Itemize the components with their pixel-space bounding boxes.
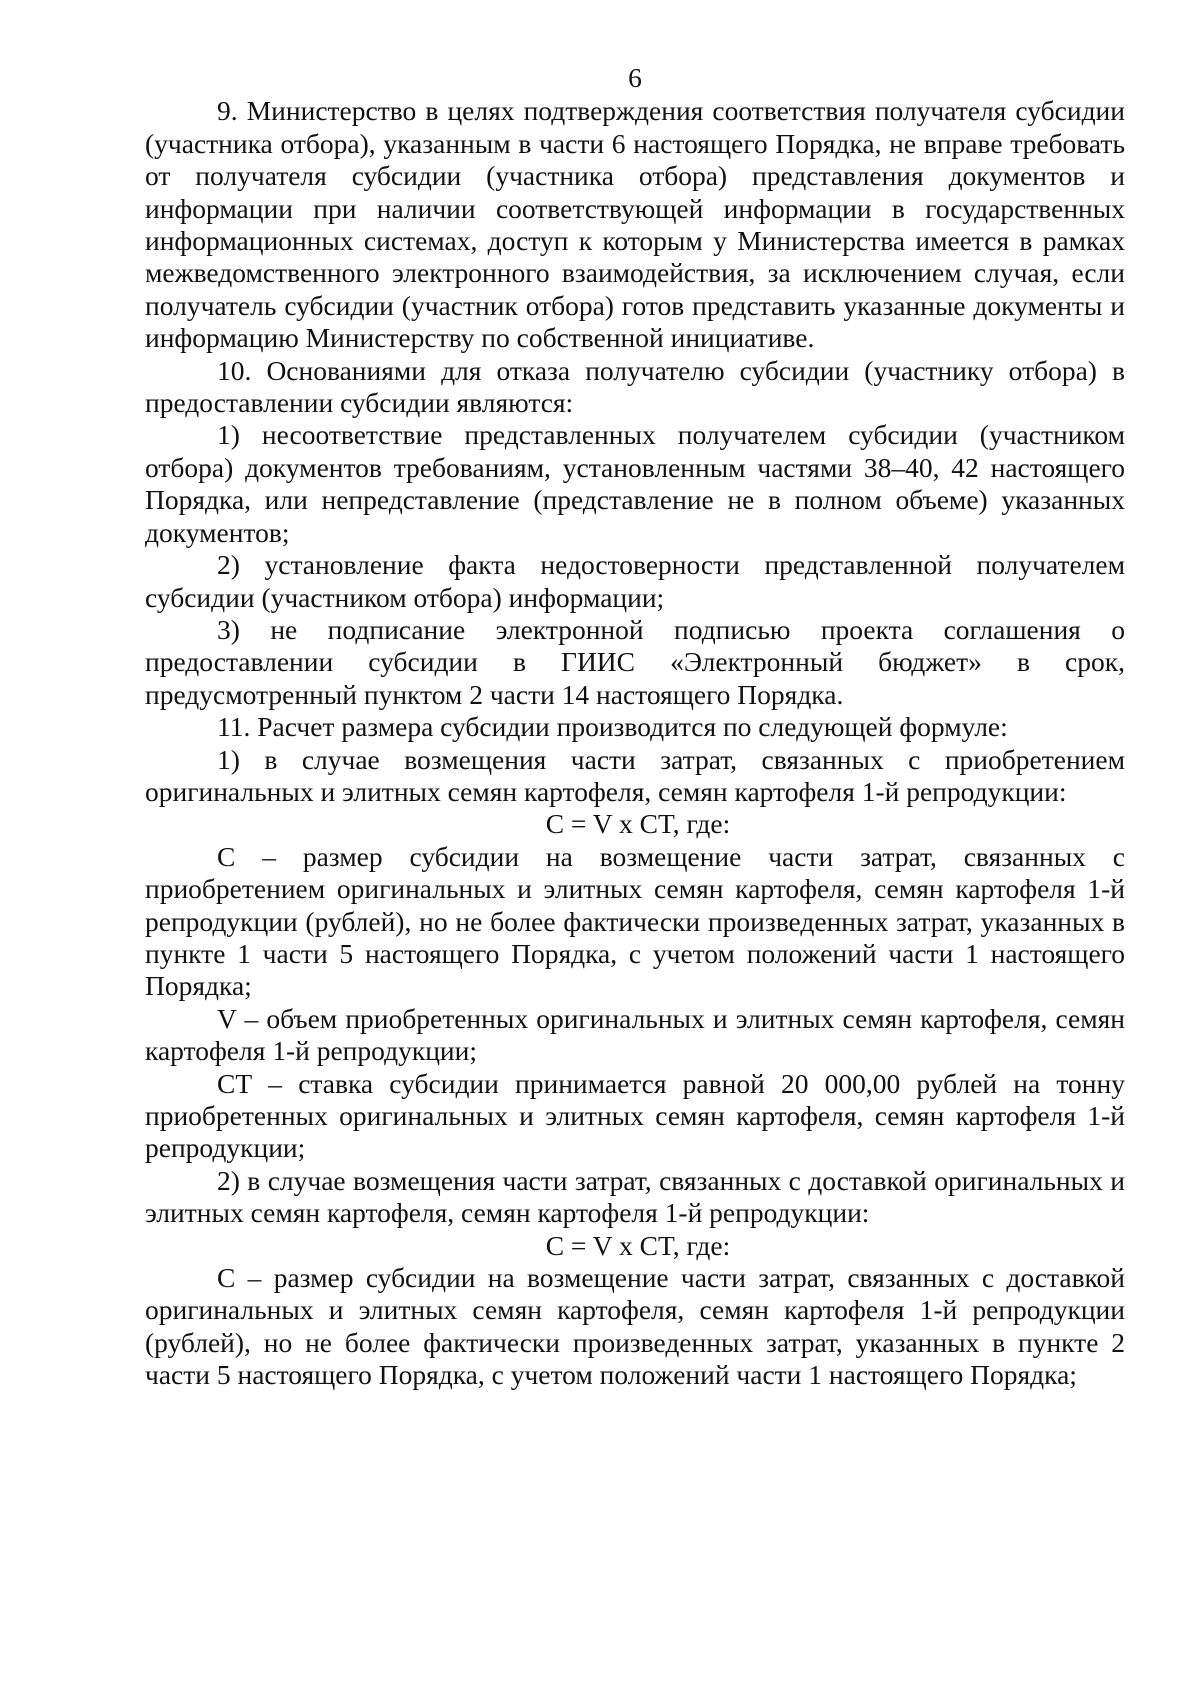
paragraph-11-item-1: 1) в случае возмещения части затрат, связанных с приобретением оригинальных и элитных семян картофеля, семян картофеля 1-й репродукции: [145, 743, 1125, 807]
paragraph-10-item-2: 2) установление факта недостоверности представленной получателем субсидии (участником отбора) информации; [145, 549, 1125, 613]
definition-v-1: V – объем приобретенных оригинальных и элитных семян картофеля, семян картофеля 1-й репродукции; [145, 1002, 1125, 1067]
paragraph-10-item-1: 1) несоответствие представленных получателем субсидии (участником отбора) документов требованиям, установленным частями 38–40, 42 настоящего Порядка, или непредставление (представление не в полном объеме) указанных документов; [145, 419, 1125, 548]
formula-2: C = V x CT, где: [545, 1229, 731, 1261]
paragraph-10-item-3: 3) не подписание электронной подписью проекта соглашения о предоставлении субсидии в ГИИС «Электронный бюджет» в срок, предусмотренный пунктом 2 части 14 настоящего Порядка. [145, 613, 1125, 710]
paragraph-10: 10. Основаниями для отказа получателю субсидии (участнику отбора) в предоставлении субсидии являются: [145, 354, 1125, 419]
definition-c-1: С – размер субсидии на возмещение части затрат, связанных с приобретением оригинальных и элитных семян картофеля, семян картофеля 1-й репродукции (рублей), но не более фактически произведенных затрат, указанных в пункте 1 части 5 настоящего Порядка, с учетом положений части 1 настоящего Порядка; [145, 840, 1125, 1002]
page-number: 6 [628, 62, 642, 93]
paragraph-11: 11. Расчет размера субсидии производится по следующей формуле: [217, 711, 1008, 743]
paragraph-9: 9. Министерство в целях подтверждения соответствия получателя субсидии (участника отбора), указанным в части 6 настоящего Порядка, не вправе требовать от получателя субсидии (участника отбора) представления документов и информации при наличии соответствующей информации в государственных информационных системах, доступ к которым у Министерства имеется в рамках межведомственного электронного взаимодействия, за исключением случая, если получатель субсидии (участник отбора) готов представить указанные документы и информацию Министерству по собственной инициативе. [145, 95, 1125, 354]
formula-1: C = V x CT, где: [545, 808, 731, 840]
definition-ct-1: СТ – ставка субсидии принимается равной 20 000,00 рублей на тонну приобретенных оригинальных и элитных семян картофеля, семян картофеля 1-й репродукции; [145, 1067, 1125, 1164]
document-page [145, 62, 1125, 1392]
paragraph-11-item-2: 2) в случае возмещения части затрат, связанных с доставкой оригинальных и элитных семян картофеля, семян картофеля 1-й репродукции: [145, 1164, 1125, 1229]
definition-c-2: С – размер субсидии на возмещение части затрат, связанных с доставкой оригинальных и элитных семян картофеля, семян картофеля 1-й репродукции (рублей), но не более фактически произведенных затрат, указанных в пункте 2 части 5 настоящего Порядка, с учетом положений части 1 настоящего Порядка; [145, 1262, 1125, 1391]
